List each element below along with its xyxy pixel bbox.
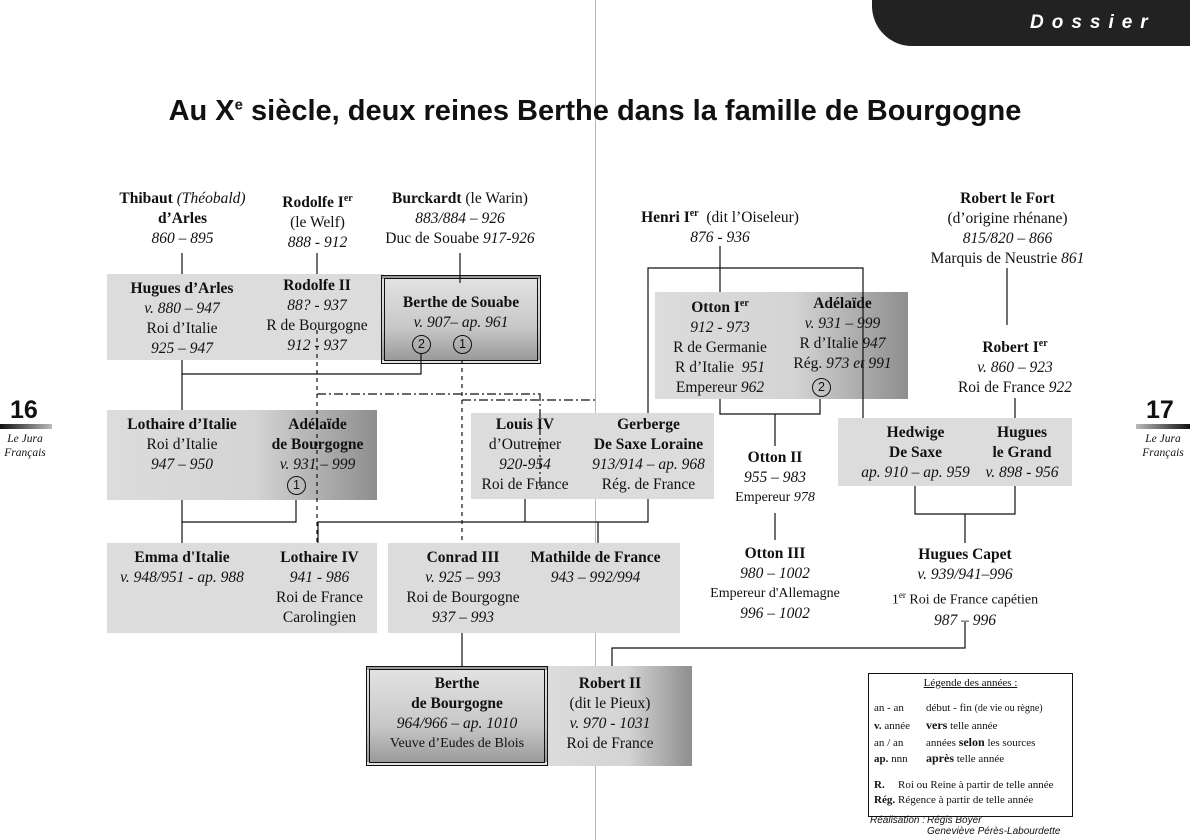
- marriage-marker-berthe-1: 1: [453, 335, 472, 354]
- thibaut-name2: d’Arles: [157, 210, 208, 227]
- berthe-bourgogne-title: Veuve d’Eudes de Blois: [389, 736, 525, 751]
- person-otton1: [655, 294, 785, 398]
- robert1-dates: v. 860 – 923: [977, 359, 1053, 377]
- credit-name2: Geneviève Pérès-Labourdette: [927, 826, 1061, 837]
- line-otton-adelaide-marriage: [720, 399, 820, 414]
- lothaire4-dates: 941 - 986: [289, 569, 350, 586]
- rodolfe1-dates: 888 - 912: [287, 234, 348, 252]
- person-hugues-grand: [970, 423, 1074, 483]
- mathilde-name: Mathilde de France: [530, 549, 661, 566]
- robert2-title: Roi de France: [566, 735, 654, 752]
- adelaide-right-line4-dates: 973 et 991: [826, 355, 892, 372]
- adelaide-left-name: Adélaïde: [288, 416, 347, 433]
- person-adelaide-left: [255, 415, 380, 475]
- louis4-title: Roi de France: [481, 476, 569, 493]
- marriage-marker-adelaide-1: 1: [287, 476, 306, 495]
- legend-key-bold: v.: [874, 720, 882, 732]
- legend-key-bold: R.: [874, 779, 885, 791]
- person-berthe-souabe: [385, 293, 537, 333]
- burckardt-alias: (le Warin): [465, 190, 528, 207]
- conrad3-dates: v. 925 – 993: [425, 569, 501, 586]
- legend-desc: début - fin: [926, 702, 972, 714]
- hugues-capet-title-prefix: 1: [891, 592, 899, 608]
- lothaire4-name: Lothaire IV: [280, 549, 359, 566]
- legend-desc-bold: après: [926, 751, 954, 765]
- robert2-name: Robert II: [578, 675, 642, 692]
- hugues-grand-name2: le Grand: [992, 444, 1052, 461]
- robert-fort-alias: (d’origine rhénane): [947, 210, 1068, 227]
- adelaide-left-name2: de Bourgogne: [271, 436, 364, 453]
- line-lothaire-adelaide-marriage: [182, 500, 296, 522]
- section-label: Dossier: [1030, 12, 1156, 33]
- otton2-dates: 955 – 983: [744, 469, 806, 486]
- conrad3-name: Conrad III: [426, 549, 500, 566]
- hugues-grand-dates: v. 898 - 956: [985, 464, 1059, 481]
- hugues-capet-title-sup: er: [898, 590, 906, 600]
- otton1-line5: Empereur: [675, 379, 737, 397]
- legend-desc: Régence à partir de telle année: [898, 794, 1034, 806]
- person-conrad3: [388, 548, 538, 628]
- rodolfe2-title-dates: 912 - 937: [287, 337, 347, 354]
- lothaire-italie-name: Lothaire d’Italie: [127, 416, 237, 433]
- lothaire-italie-dates: 947 – 950: [151, 456, 213, 473]
- rodolfe2-name: Rodolfe II: [283, 277, 351, 294]
- hedwige-dates: ap. 910 – ap. 959: [861, 464, 970, 481]
- person-rodolfe2: [252, 276, 382, 356]
- hugues-grand-name: Hugues: [997, 424, 1047, 441]
- legend-desc-bold: selon: [958, 735, 985, 749]
- adelaide-right-name: Adélaïde: [813, 295, 872, 312]
- otton1-line5-dates: 962: [740, 379, 765, 397]
- conrad3-title: Roi de Bourgogne: [406, 589, 520, 606]
- person-emma: [107, 548, 257, 588]
- legend-row: [874, 701, 1043, 716]
- legend-key: [874, 719, 926, 733]
- credit-label: Réalisation :: [870, 815, 926, 826]
- lothaire4-title2: Carolingien: [282, 609, 357, 626]
- legend-key: an - an: [874, 702, 904, 714]
- person-robert2: [545, 674, 675, 754]
- legend-row: [874, 718, 997, 733]
- legend-row: [874, 751, 1004, 766]
- emma-name: Emma d'Italie: [134, 549, 230, 566]
- hugues-arles-title: Roi d’Italie: [146, 320, 218, 337]
- person-lothaire-italie: [107, 415, 257, 475]
- burckardt-name: Burckardt: [392, 190, 462, 207]
- legend-desc: années: [926, 737, 959, 749]
- title-rest: siècle, deux reines Berthe dans la famille de Bourgogne: [242, 95, 1022, 127]
- burckardt-title-dates: 917-926: [483, 230, 535, 247]
- hugues-arles-title-dates: 925 – 947: [151, 340, 213, 357]
- adelaide-left-dates: v. 931 – 999: [279, 456, 356, 473]
- title-sup: e: [234, 96, 243, 114]
- person-hugues-capet: [875, 545, 1055, 631]
- thibaut-name: Thibaut: [119, 190, 173, 207]
- otton3-title-dates: 996 – 1002: [740, 605, 810, 622]
- page-label-left-line1: Le Jura: [7, 433, 43, 445]
- otton3-name: Otton III: [744, 545, 806, 562]
- hugues-capet-dates: v. 939/941–996: [917, 566, 1013, 583]
- hugues-capet-title: Roi de France capétien: [905, 592, 1039, 608]
- legend-desc-bold: vers: [926, 718, 948, 732]
- legend-box: [868, 673, 1073, 817]
- legend-key-bold: ap.: [874, 753, 889, 765]
- otton3-dates: 980 – 1002: [740, 565, 810, 582]
- henri1-alias: (dit l’Oiseleur): [706, 209, 799, 227]
- robert-fort-title-dates: 861: [1061, 250, 1085, 267]
- legend-desc2: les sources: [984, 737, 1036, 749]
- hugues-capet-title-dates: 987 – 996: [934, 611, 996, 629]
- person-robert-fort: [905, 189, 1110, 269]
- thibaut-dates: 860 – 895: [151, 230, 214, 247]
- legend-key-rest: nnn: [888, 753, 908, 765]
- line-hedwige-hugues-marriage: [915, 486, 1015, 514]
- person-henri1: [620, 204, 820, 248]
- berthe-souabe-dates: v. 907– ap. 961: [413, 314, 509, 331]
- adelaide-right-dates: v. 931 – 999: [804, 315, 881, 332]
- hugues-arles-dates: v. 880 – 947: [144, 300, 220, 317]
- otton2-title: Empereur: [735, 490, 791, 505]
- henri1-dates: 876 - 936: [690, 229, 750, 247]
- emma-dates: v. 948/951 - ap. 988: [120, 569, 244, 586]
- line-louis-gerberge-marriage: [525, 499, 648, 522]
- person-lothaire4: [257, 548, 382, 628]
- legend-row: [874, 735, 1035, 750]
- legend-desc: Roi ou Reine à partir de telle année: [898, 779, 1054, 791]
- marriage-marker-adelaide-2: 2: [812, 378, 831, 397]
- legend-key: [874, 752, 926, 766]
- burckardt-dates: 883/884 – 926: [415, 210, 505, 227]
- person-thibaut: [95, 189, 270, 249]
- legend-key-bold: Rég.: [874, 794, 896, 806]
- rodolfe2-title: R de Bourgogne: [266, 317, 368, 334]
- page-number-left: 16: [10, 396, 38, 424]
- robert2-dates: v. 970 - 1031: [569, 715, 651, 732]
- rodolfe1-alias: (le Welf): [290, 214, 345, 232]
- person-burckardt: [365, 189, 555, 249]
- mathilde-dates: 943 – 992/994: [550, 569, 641, 586]
- otton1-line4-dates: 951: [741, 359, 765, 377]
- hugues-capet-name: Hugues Capet: [918, 546, 1012, 563]
- adelaide-right-line3-dates: 947: [862, 335, 886, 352]
- person-otton2: [715, 448, 835, 508]
- otton1-line3: R de Germanie: [673, 339, 767, 357]
- rodolfe1-sup: er: [343, 193, 353, 204]
- legend-row: [874, 793, 1033, 807]
- otton1-line4: R d’Italie: [675, 359, 734, 377]
- otton3-title: Empereur d'Allemagne: [710, 586, 840, 601]
- rodolfe1-name: Rodolfe I: [282, 194, 344, 212]
- henri1-sup: er: [689, 208, 699, 219]
- hedwige-name2: De Saxe: [889, 444, 942, 461]
- otton1-name: Otton I: [691, 299, 740, 317]
- henri1-name: Henri I: [641, 209, 690, 227]
- rodolfe2-dates: 88? - 937: [287, 297, 347, 314]
- page-label-right-line2: Français: [1142, 447, 1184, 459]
- person-mathilde: [518, 548, 673, 588]
- berthe-bourgogne-name: Berthe: [434, 675, 480, 692]
- credit-name1: Régis Boyer: [927, 815, 982, 826]
- title-prefix: Au X: [168, 95, 235, 127]
- legend-desc: telle année: [947, 720, 998, 732]
- berthe-souabe-name: Berthe de Souabe: [402, 294, 520, 311]
- legend-note: (de vie ou règne): [974, 703, 1043, 714]
- gerberge-dates: 913/914 – ap. 968: [592, 456, 705, 473]
- adelaide-right-line4: Rég.: [793, 355, 823, 372]
- robert-fort-title: Marquis de Neustrie: [930, 250, 1058, 267]
- person-louis4: [471, 415, 579, 495]
- conrad3-title-dates: 937 – 993: [432, 609, 494, 626]
- page-number-right: 17: [1146, 396, 1174, 424]
- otton1-dates: 912 - 973: [690, 319, 750, 337]
- legend-title: Légende des années :: [923, 677, 1018, 689]
- line-to-lothaire4: [318, 522, 525, 543]
- legend-key-rest: année: [881, 720, 911, 732]
- robert1-name: Robert I: [982, 339, 1039, 357]
- robert1-title: Roi de France: [957, 379, 1045, 397]
- legend-desc: telle année: [954, 753, 1005, 765]
- marriage-marker-berthe-2: 2: [412, 335, 431, 354]
- thibaut-alias: (Théobald): [176, 190, 246, 207]
- page-label-right-line1: Le Jura: [1145, 433, 1181, 445]
- gerberge-name: Gerberge: [617, 416, 680, 433]
- robert1-title-dates: 922: [1048, 379, 1073, 397]
- person-hugues-arles: [107, 279, 257, 359]
- adelaide-right-line3: R d’Italie: [799, 335, 859, 352]
- person-rodolfe1: [260, 189, 375, 253]
- lothaire-italie-title: Roi d’Italie: [146, 436, 218, 453]
- hugues-arles-name: Hugues d’Arles: [130, 280, 234, 297]
- robert-fort-dates: 815/820 – 866: [962, 230, 1053, 247]
- person-adelaide-right: [780, 294, 905, 374]
- person-berthe-bourgogne: [370, 674, 544, 754]
- burckardt-title: Duc de Souabe: [385, 230, 480, 247]
- robert1-sup: er: [1038, 338, 1048, 349]
- louis4-name2: d’Outremer: [488, 436, 562, 453]
- gerberge-name2: De Saxe Loraine: [593, 436, 704, 453]
- otton2-name: Otton II: [747, 449, 803, 466]
- berthe-bourgogne-dates: 964/966 – ap. 1010: [396, 715, 518, 732]
- robert-fort-name: Robert le Fort: [960, 190, 1055, 207]
- lothaire4-title: Roi de France: [276, 589, 363, 606]
- legend-row: [874, 778, 1053, 792]
- person-gerberge: [576, 415, 721, 495]
- person-robert1: [935, 334, 1095, 398]
- louis4-name: Louis IV: [495, 416, 555, 433]
- gerberge-title: Rég. de France: [601, 476, 696, 493]
- robert2-alias: (dit le Pieux): [569, 695, 651, 712]
- legend-key: an / an: [874, 737, 904, 749]
- page-label-left-line2: Français: [4, 447, 46, 459]
- louis4-dates: 920-954: [499, 456, 551, 473]
- berthe-bourgogne-name2: de Bourgogne: [411, 695, 503, 712]
- person-otton3: [690, 544, 860, 624]
- otton1-sup: er: [739, 298, 749, 309]
- otton2-title-dates: 978: [793, 490, 815, 505]
- hedwige-name: Hedwige: [886, 424, 945, 441]
